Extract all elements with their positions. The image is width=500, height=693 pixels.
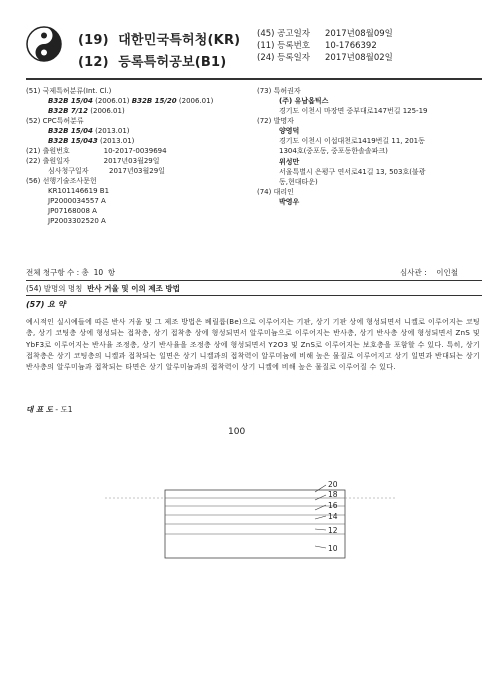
layer-diagram bbox=[100, 470, 400, 570]
pub-type-line: (12) 등록특허공보(B1) bbox=[78, 55, 227, 70]
layer-ref-14: 14 bbox=[328, 512, 338, 521]
abstract-heading: (57) 요 약 bbox=[26, 300, 66, 309]
ipc-line: B32B 15/04 (2006.01) B32B 15/20 (2006.01) bbox=[48, 97, 214, 105]
prior-art-label: (56) 선행기술조사문헌 bbox=[26, 177, 97, 185]
examiner: 심사관 : 이인철 bbox=[400, 268, 458, 277]
prior-art-item: JP07168008 A bbox=[48, 207, 97, 215]
prior-art-item: JP2000034557 A bbox=[48, 197, 106, 205]
application-date: (22) 출원일자 2017년03월29일 bbox=[26, 157, 160, 165]
owner-label: (73) 특허권자 bbox=[257, 87, 301, 95]
inventor-name: 양영덕 bbox=[279, 127, 300, 135]
layer-ref-18: 18 bbox=[328, 490, 338, 499]
application-number: (21) 출원번호 10-2017-0039694 bbox=[26, 147, 167, 155]
inventor-address: 경기도 이천시 이섭대천로1419번길 11, 201동 bbox=[279, 137, 425, 145]
leader-line bbox=[315, 546, 326, 548]
header-right: (45) 공고일자 2017년08월09일 (11) 등록번호 10-1766392 (24) 등록일자 2017년08월02일 bbox=[257, 29, 393, 63]
inventor-name: 위성만 bbox=[279, 158, 300, 166]
cpc-label: (52) CPC특허분류 bbox=[26, 117, 84, 125]
leader-line bbox=[315, 485, 326, 492]
layer-ref-16: 16 bbox=[328, 501, 338, 510]
inventor-address: 1304호(중포동, 중포동한솔솔파크) bbox=[279, 147, 388, 155]
agent-name: 박영우 bbox=[279, 198, 300, 206]
office-line: (19) 대한민국특허청(KR) bbox=[78, 33, 241, 48]
claims-count: 전체 청구항 수 : 총 10 항 bbox=[26, 268, 116, 277]
cpc-line: B32B 15/04 (2013.01) bbox=[48, 127, 130, 135]
owner-address: 경기도 이천시 마장면 중부대로147번길 125-19 bbox=[279, 107, 428, 115]
leader-line bbox=[315, 516, 326, 519]
exam-request-date: 심사청구일자 2017년03월29일 bbox=[48, 167, 165, 175]
prior-art-item: KR101146619 B1 bbox=[48, 187, 110, 195]
ipc-line: B32B 7/12 (2006.01) bbox=[48, 107, 125, 115]
inventor-label: (72) 발명자 bbox=[257, 117, 294, 125]
inventor-address: 서울특별시 은평구 연서로41길 13, 503호(불광 bbox=[279, 168, 426, 176]
owner-name: (주) 유남옵틱스 bbox=[279, 97, 329, 105]
leader-line bbox=[315, 495, 326, 500]
kipo-logo-icon bbox=[26, 26, 62, 62]
ipc-label: (51) 국제특허분류(Int. Cl.) bbox=[26, 87, 112, 95]
abstract-text: 예시적인 실시예들에 따른 반사 거울 및 그 제조 방법은 베릴륨(Be)으로 이루어지는 기판, 상기 기판 상에 형성되면서 니켈로 이루어지는 코팅층, 상기 코팅층 상에 형성되는 접착층, 상기 접착층 상에 형성되면서 알루미늄으로 이루어지는 반사층, 상기 반사층 상에 형성되면서 ZnS 및 YbF3로 이루어지는 반사율 조정층, 상기 반사율을 조정층 상에 형성되면서 Y2O3 및 ZnS로 이루어지는 보호층을 포함할 수 있다. 특히, 상기 접착층은 상기 코팅층의 니켈과 접착되는 일면은 상기 니켈과의 접착력이 알루미늄에 비해 높은 물질로 이루어지고 상기 일면과 반대되는 상기 반사층의 알루미늄과 접착되는 타면은 상기 알루미늄과의 접착력이 상기 니켈에 비해 높은 물질로 이루어질 수 있다. bbox=[26, 318, 480, 372]
left-column bbox=[26, 86, 256, 226]
representative-figure: 대 표 도 - 도1 bbox=[26, 405, 73, 414]
cpc-line: B32B 15/043 (2013.01) bbox=[48, 137, 135, 145]
right-column bbox=[257, 86, 487, 207]
inventor-address: 동,현대타운) bbox=[279, 178, 318, 186]
layer-ref-12: 12 bbox=[328, 526, 338, 535]
prior-art-item: JP2003302520 A bbox=[48, 217, 106, 225]
layer-ref-20: 20 bbox=[328, 480, 338, 489]
layer-ref-10: 10 bbox=[328, 544, 338, 553]
figure-number: 100 bbox=[228, 427, 246, 437]
agent-label: (74) 대리인 bbox=[257, 188, 294, 196]
leader-line bbox=[315, 529, 326, 530]
invention-title: (54) 발명의 명칭 반사 거울 및 이의 제조 방법 bbox=[26, 284, 180, 293]
